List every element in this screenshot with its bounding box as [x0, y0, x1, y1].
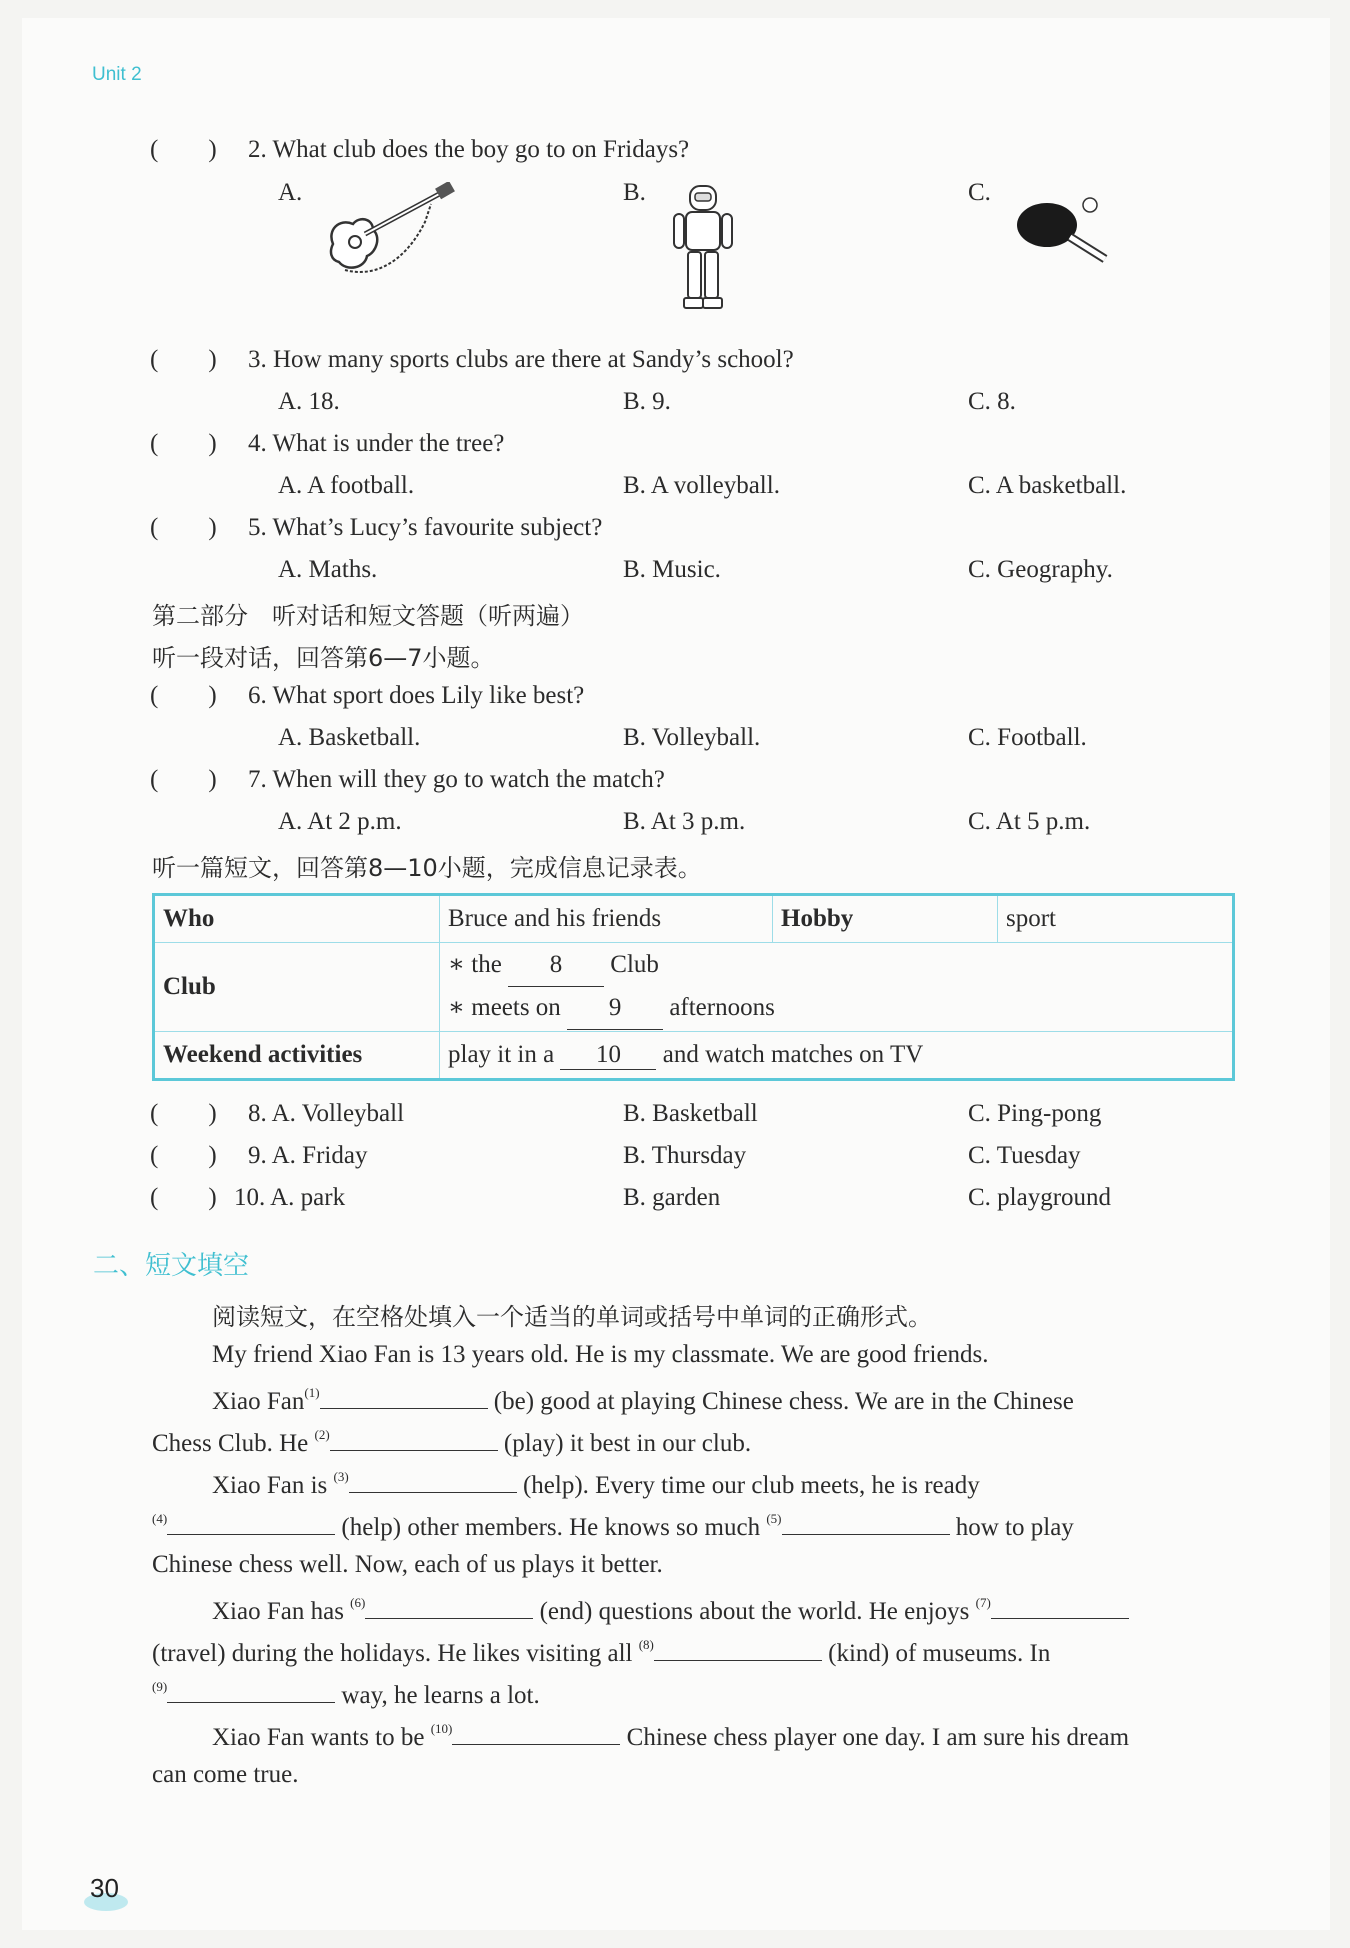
section2-instruction: 阅读短文，在空格处填入一个适当的单词或括号中单词的正确形式。: [212, 1303, 932, 1331]
q6-option-a[interactable]: A. Basketball.: [278, 724, 421, 751]
weekend-cell: [440, 1032, 1234, 1080]
robot-icon: [668, 182, 740, 317]
blank-2[interactable]: [330, 1424, 498, 1451]
q3-option-a[interactable]: A. 18.: [278, 388, 340, 415]
weekend-pre: play it in a: [448, 1040, 555, 1068]
q7-option-a[interactable]: A. At 2 p.m.: [278, 808, 402, 835]
club-line2-pre: ∗ meets on: [448, 994, 561, 1021]
blank-number: (9): [152, 1679, 168, 1694]
section2-title: 二、短文填空: [93, 1251, 250, 1281]
answer-paren[interactable]: ( ): [150, 1142, 217, 1169]
page-number: 30: [90, 1873, 119, 1903]
text: Chess Club. He: [152, 1430, 309, 1457]
blank-7[interactable]: [991, 1592, 1129, 1619]
answer-paren[interactable]: ( ): [150, 346, 217, 373]
q3-option-c[interactable]: C. 8.: [968, 388, 1016, 415]
q5-option-b[interactable]: B. Music.: [623, 556, 721, 583]
text: how to play: [955, 1514, 1074, 1541]
q4-option-c[interactable]: C. A basketball.: [968, 472, 1127, 499]
blank-8[interactable]: 8: [508, 944, 604, 987]
blank-3[interactable]: [349, 1466, 517, 1493]
blank-number: (6): [350, 1595, 366, 1610]
q2-text: 2. What club does the boy go to on Fridays?: [248, 136, 690, 163]
q7-option-c[interactable]: C. At 5 p.m.: [968, 808, 1091, 835]
q10-option-a[interactable]: 10. A. park: [234, 1184, 346, 1211]
q9-option-c[interactable]: C. Tuesday: [968, 1142, 1081, 1169]
blank-number: (2): [314, 1427, 330, 1442]
unit-label: Unit 2: [92, 64, 142, 85]
blank-number: (8): [638, 1637, 654, 1652]
q6-option-b[interactable]: B. Volleyball.: [623, 724, 761, 751]
q4-text: 4. What is under the tree?: [248, 430, 505, 457]
part2-title: 第二部分 听对话和短文答题（听两遍）: [152, 602, 584, 630]
passage-line-1: My friend Xiao Fan is 13 years old. He is my classmate. We are good friends.: [212, 1341, 989, 1368]
part2-intro-passage: 听一篇短文，回答第8—10小题，完成信息记录表。: [152, 854, 702, 882]
q9-option-a[interactable]: 9. A. Friday: [248, 1142, 368, 1169]
hobby-value: sport: [998, 895, 1234, 943]
q5-option-a[interactable]: A. Maths.: [278, 556, 378, 583]
answer-paren[interactable]: ( ): [150, 1100, 217, 1127]
info-record-table: [152, 893, 1235, 1081]
blank-number: (7): [975, 1595, 991, 1610]
text: (travel) during the holidays. He likes visiting all: [152, 1640, 633, 1667]
answer-paren[interactable]: ( ): [150, 136, 217, 163]
answer-paren[interactable]: ( ): [150, 682, 217, 709]
blank-10[interactable]: 10: [560, 1041, 656, 1070]
passage-line-9: [152, 1676, 540, 1714]
text: (be) good at playing Chinese chess. We are in the Chinese: [493, 1388, 1074, 1415]
text: way, he learns a lot.: [341, 1682, 540, 1709]
q8-option-b[interactable]: B. Basketball: [623, 1100, 758, 1127]
passage-line-2: [212, 1382, 1074, 1420]
hobby-label: Hobby: [773, 895, 998, 943]
answer-paren[interactable]: ( ): [150, 430, 217, 457]
club-cell: [440, 943, 1234, 1032]
ping-pong-paddle-icon: [1015, 193, 1115, 268]
guitar-icon: [325, 182, 460, 282]
club-line1-post: Club: [610, 951, 659, 978]
passage-line-3: [152, 1424, 751, 1462]
weekend-label: Weekend activities: [154, 1032, 440, 1080]
q5-text: 5. What’s Lucy’s favourite subject?: [248, 514, 603, 541]
q8-option-a[interactable]: 8. A. Volleyball: [248, 1100, 405, 1127]
part2-intro-dialog: 听一段对话，回答第6—7小题。: [152, 644, 495, 672]
blank-10[interactable]: [452, 1718, 620, 1745]
text: Chinese chess player one day. I am sure his dream: [626, 1724, 1130, 1751]
q3-text: 3. How many sports clubs are there at Sandy’s school?: [248, 346, 794, 373]
q10-option-c[interactable]: C. playground: [968, 1184, 1112, 1211]
blank-1[interactable]: [320, 1382, 488, 1409]
blank-9[interactable]: [167, 1676, 335, 1703]
answer-paren[interactable]: ( ): [150, 1184, 217, 1211]
blank-number: (1): [304, 1385, 320, 1400]
q10-option-b[interactable]: B. garden: [623, 1184, 721, 1211]
blank-6[interactable]: [365, 1592, 533, 1619]
q6-text: 6. What sport does Lily like best?: [248, 682, 585, 709]
blank-5[interactable]: [782, 1508, 950, 1535]
q2-option-b[interactable]: B.: [623, 179, 646, 206]
q6-option-c[interactable]: C. Football.: [968, 724, 1087, 751]
weekend-post: and watch matches on TV: [662, 1040, 924, 1068]
passage-line-5: [152, 1508, 1074, 1546]
passage-line-8: [152, 1634, 1050, 1672]
text: (kind) of museums. In: [828, 1640, 1051, 1667]
q9-option-b[interactable]: B. Thursday: [623, 1142, 747, 1169]
who-value: Bruce and his friends: [440, 895, 773, 943]
blank-4[interactable]: [167, 1508, 335, 1535]
club-label: Club: [154, 943, 440, 1032]
passage-line-7: [212, 1592, 1129, 1630]
blank-number: (4): [152, 1511, 168, 1526]
q7-option-b[interactable]: B. At 3 p.m.: [623, 808, 746, 835]
blank-9[interactable]: 9: [567, 987, 663, 1030]
passage-line-4: [212, 1466, 980, 1504]
passage-line-11: can come true.: [152, 1761, 299, 1788]
text: (end) questions about the world. He enjoys: [539, 1598, 970, 1625]
club-line2-post: afternoons: [669, 994, 775, 1021]
answer-paren[interactable]: ( ): [150, 514, 217, 541]
text: (help) other members. He knows so much: [341, 1514, 761, 1541]
q8-option-c[interactable]: C. Ping-pong: [968, 1100, 1102, 1127]
text: Xiao Fan wants to be: [212, 1724, 425, 1751]
answer-paren[interactable]: ( ): [150, 766, 217, 793]
q2-option-c[interactable]: C.: [968, 179, 991, 206]
text: (help). Every time our club meets, he is ready: [522, 1472, 980, 1499]
blank-8[interactable]: [654, 1634, 822, 1661]
passage-line-10: [212, 1718, 1129, 1756]
q7-text: 7. When will they go to watch the match?: [248, 766, 665, 793]
text: Xiao Fan has: [212, 1598, 344, 1625]
blank-number: (10): [430, 1721, 453, 1736]
q4-option-a[interactable]: A. A football.: [278, 472, 415, 499]
blank-number: (3): [333, 1469, 349, 1484]
q3-option-b[interactable]: B. 9.: [623, 388, 671, 415]
who-label: Who: [154, 895, 440, 943]
club-line1-pre: ∗ the: [448, 951, 502, 978]
passage-line-6: Chinese chess well. Now, each of us plays it better.: [152, 1551, 663, 1578]
text: Xiao Fan: [212, 1388, 305, 1415]
q2-option-a[interactable]: A.: [278, 179, 303, 206]
text: (play) it best in our club.: [503, 1430, 752, 1457]
text: Xiao Fan is: [212, 1472, 328, 1499]
q4-option-b[interactable]: B. A volleyball.: [623, 472, 780, 499]
q5-option-c[interactable]: C. Geography.: [968, 556, 1113, 583]
blank-number: (5): [766, 1511, 782, 1526]
